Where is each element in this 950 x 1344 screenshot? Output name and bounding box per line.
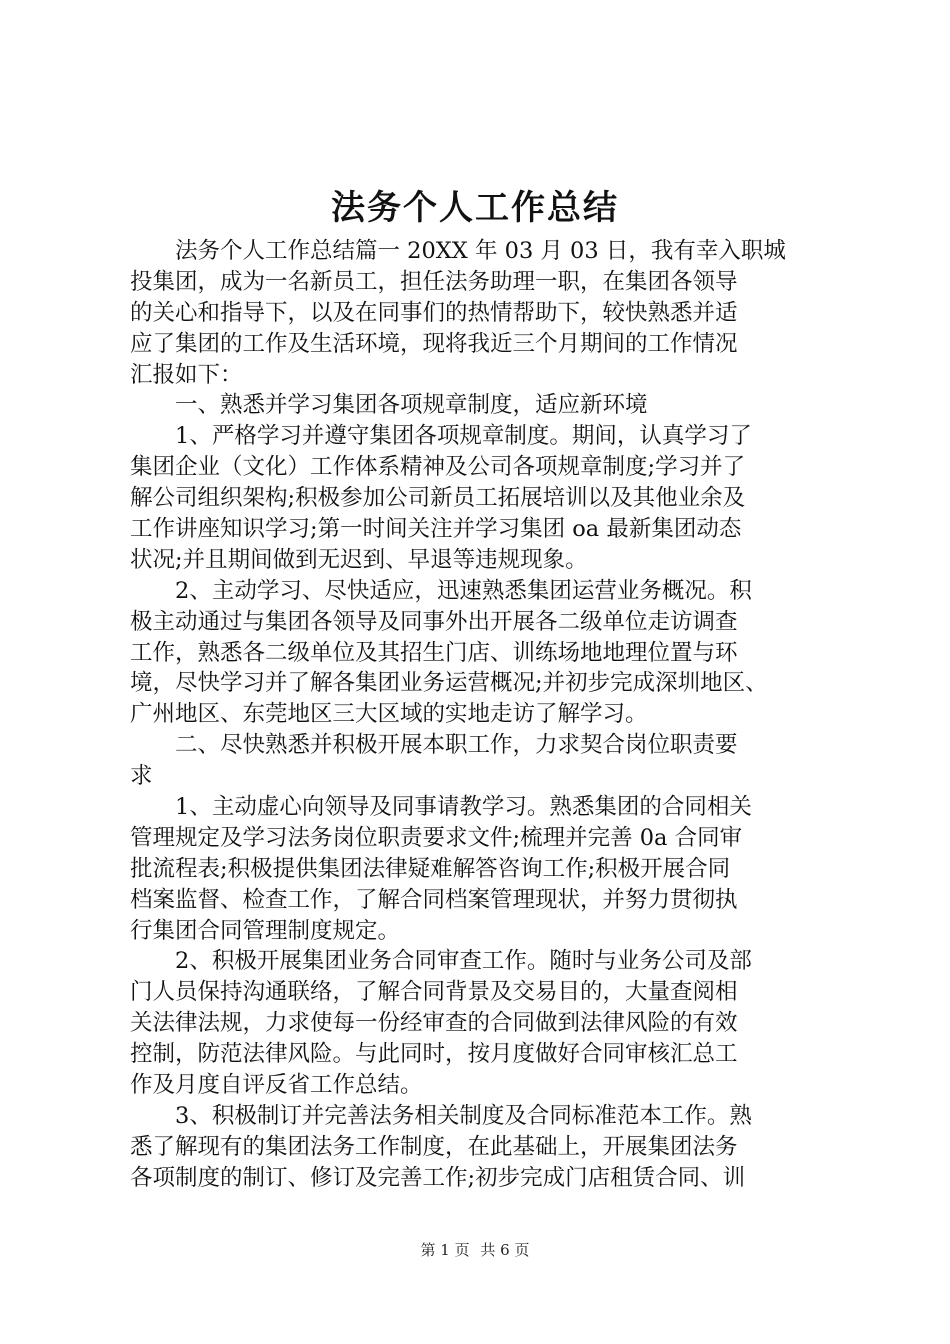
body-line: 2、主动学习、尽快适应，迅速熟悉集团运营业务概况。积 xyxy=(130,577,752,604)
body-line: 管理规定及学习法务岗位职责要求文件;梳理并完善 0a 合同审 xyxy=(130,824,743,851)
body-line: 极主动通过与集团各领导及同事外出开展各二级单位走访调查 xyxy=(130,608,738,635)
body-line: 作及月度自评反省工作总结。 xyxy=(130,1072,423,1099)
page-footer xyxy=(0,1240,950,1260)
body-line: 档案监督、检查工作，了解合同档案管理现状，并努力贯彻执 xyxy=(130,886,738,913)
body-line: 境，尽快学习并了解各集团业务运营概况;并初步完成深圳地区、 xyxy=(130,670,768,697)
body-line: 控制，防范法律风险。与此同时，按月度做好合同审核汇总工 xyxy=(130,1041,738,1068)
body-line: 各项制度的制订、修订及完善工作;初步完成门店租赁合同、训 xyxy=(130,1164,746,1191)
body-line: 门人员保持沟通联络，了解合同背景及交易目的，大量查阅相 xyxy=(130,979,738,1006)
body-line: 行集团合同管理制度规定。 xyxy=(130,917,401,944)
body-line: 工作讲座知识学习;第一时间关注并学习集团 oa 最新集团动态 xyxy=(130,516,742,543)
body-line: 1、主动虚心向领导及同事请教学习。熟悉集团的合同相关 xyxy=(130,794,752,821)
body-line: 广州地区、东莞地区三大区域的实地走访了解学习。 xyxy=(130,701,648,728)
body-line: 集团企业（文化）工作体系精神及公司各项规章制度;学习并了 xyxy=(130,454,746,481)
body-line: 工作，熟悉各二级单位及其招生门店、训练场地地理位置与环 xyxy=(130,639,738,666)
body-line: 汇报如下： xyxy=(130,361,243,388)
body-line: 的关心和指导下，以及在同事们的热情帮助下，较快熟悉并适 xyxy=(130,299,738,326)
body-line: 二、尽快熟悉并积极开展本职工作，力求契合岗位职责要 xyxy=(130,732,738,759)
body-line: 状况;并且期间做到无迟到、早退等违规现象。 xyxy=(130,546,588,573)
body-line: 应了集团的工作及生活环境，现将我近三个月期间的工作情况 xyxy=(130,330,738,357)
body-line: 关法律法规，力求使每一份经审查的合同做到法律风险的有效 xyxy=(130,1010,738,1037)
document-body xyxy=(130,236,830,1194)
body-line: 解公司组织架构;积极参加公司新员工拓展培训以及其他业余及 xyxy=(130,485,746,512)
body-line: 法务个人工作总结篇一 20XX 年 03 月 03 日，我有幸入职城 xyxy=(130,238,786,264)
body-line: 1、严格学习并遵守集团各项规章制度。期间，认真学习了 xyxy=(130,423,752,450)
body-line: 投集团，成为一名新员工，担任法务助理一职，在集团各领导 xyxy=(130,268,738,295)
body-line: 求 xyxy=(130,763,153,790)
body-line: 3、积极制订并完善法务相关制度及合同标准范本工作。熟 xyxy=(130,1102,752,1129)
document-title: 法务个人工作总结 xyxy=(331,188,619,228)
body-line: 一、熟悉并学习集团各项规章制度，适应新环境 xyxy=(130,392,648,419)
body-line: 2、积极开展集团业务合同审查工作。随时与业务公司及部 xyxy=(130,948,752,975)
body-line: 悉了解现有的集团法务工作制度，在此基础上，开展集团法务 xyxy=(130,1133,738,1160)
page-total: 共 6 页 xyxy=(480,1241,530,1259)
body-line: 批流程表;积极提供集团法律疑难解答咨询工作;积极开展合同 xyxy=(130,855,731,882)
page-number: 第 1 页 xyxy=(420,1241,470,1259)
